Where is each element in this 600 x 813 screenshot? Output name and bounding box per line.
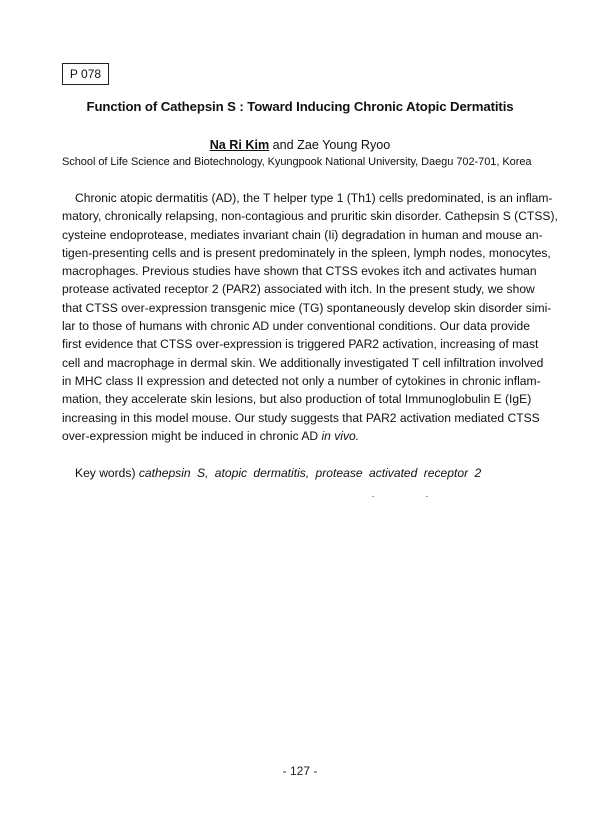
abstract-last-italic: in vivo.: [321, 428, 360, 443]
abstract-line: lar to those of humans with chronic AD under conventional conditions. Our data provide: [62, 319, 530, 334]
co-authors: and Zae Young Ryoo: [269, 138, 391, 152]
abstract-last-text: over-expression might be induced in chronic AD: [62, 428, 322, 443]
keywords-line: [75, 466, 481, 480]
abstract-line: cell and macrophage in dermal skin. We additionally investigated T cell infiltration involved: [62, 355, 544, 370]
abstract-line: protease activated receptor 2 (PAR2) associated with itch. In the present study, we show: [62, 282, 535, 297]
abstract-line: Chronic atopic dermatitis (AD), the T helper type 1 (Th1) cells predominated, is an inflam-: [75, 191, 553, 205]
abstract-line: tigen-presenting cells and is present predominately in the spleen, lymph nodes, monocytes,: [62, 245, 551, 260]
keywords-terms: cathepsin S, atopic dermatitis, protease activated receptor 2: [138, 466, 482, 480]
affiliation: School of Life Science and Biotechnology, Kyungpook National University, Daegu 702-701, Korea: [62, 156, 532, 168]
scan-speck: [372, 496, 374, 497]
abstract-line: cysteine endoprotease, mediates invariant chain (Ii) degradation in human and mouse an-: [62, 227, 543, 242]
abstract-line: increasing in this model mouse. Our study suggests that PAR2 activation mediated CTSS: [62, 410, 540, 425]
abstract-body: [62, 189, 558, 445]
abstract-line: first evidence that CTSS over-expression is triggered PAR2 activation, increasing of mast: [62, 337, 539, 352]
author-line: [0, 138, 600, 152]
abstract-line: mation, they accelerate skin lesions, but also production of total Immunoglobulin E (IgE): [62, 392, 532, 407]
presenting-author: Na Ri Kim: [209, 138, 270, 152]
scan-speck: [426, 496, 428, 497]
abstract-line: in MHC class II expression and detected not only a number of cytokines in chronic inflam-: [62, 373, 541, 388]
poster-id-box: P 078: [62, 63, 109, 85]
abstract-line-last: [62, 427, 530, 445]
abstract-line: macrophages. Previous studies have shown that CTSS evokes itch and activates human: [62, 264, 537, 279]
abstract-line: matory, chronically relapsing, non-contagious and pruritic skin disorder. Cathepsin S (CTSS),: [62, 209, 558, 224]
abstract-line: that CTSS over-expression transgenic mice (TG) spontaneously develop skin disorder simi-: [62, 300, 552, 315]
keywords-label: Key words): [75, 466, 139, 480]
page-number: - 127 -: [282, 764, 318, 778]
paper-title: Function of Cathepsin S : Toward Inducing Chronic Atopic Dermatitis: [86, 99, 514, 114]
